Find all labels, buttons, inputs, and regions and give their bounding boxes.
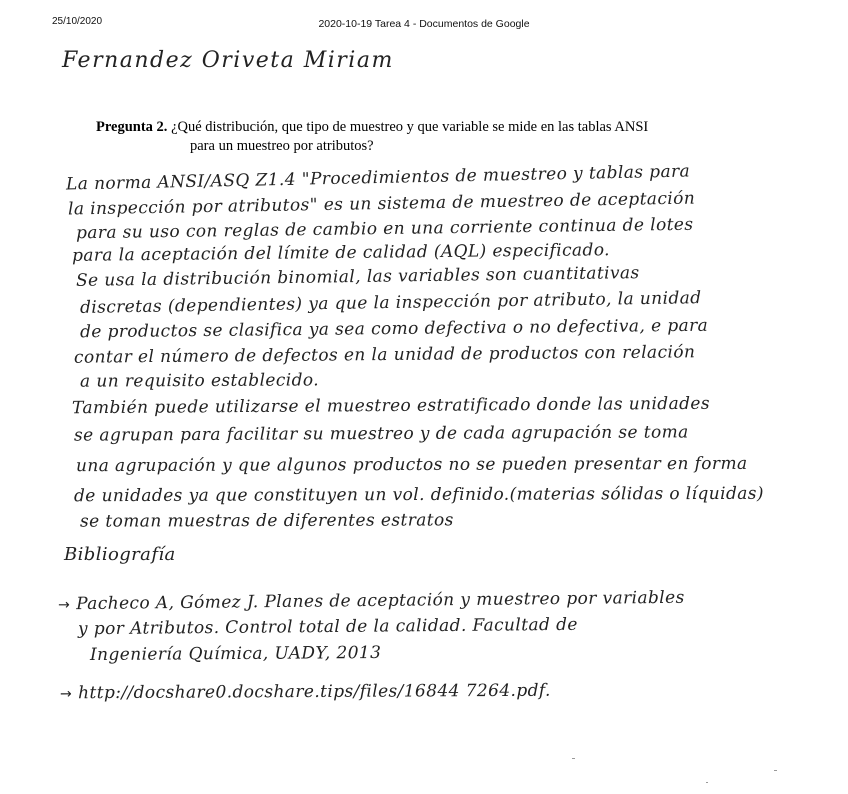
print-header — [0, 14, 848, 30]
answer-line: contar el número de defectos en la unidad de productos con relación — [73, 342, 696, 368]
bibliography-heading: Bibliografía — [64, 544, 176, 565]
print-title: 2020-10-19 Tarea 4 - Documentos de Google — [318, 18, 530, 30]
answer-line: se agrupan para facilitar su muestreo y de cada agrupación se toma — [73, 422, 689, 446]
bibliography-entry-1-line-3: Ingeniería Química, UADY, 2013 — [89, 642, 382, 666]
answer-line: la inspección por atributos" es un sistema de muestreo de aceptación — [67, 188, 696, 220]
answer-line: de productos se clasifica ya sea como defectiva o no defectiva, e para — [79, 315, 709, 343]
scan-speck — [572, 758, 575, 759]
bibliography-entry-line — [58, 588, 685, 615]
bibliography-entry-1-line-2: y por Atributos. Control total de la calidad. Facultad de — [77, 614, 578, 640]
question — [96, 118, 776, 156]
answer-line: También puede utilizarse el muestreo estratificado donde las unidades — [71, 393, 711, 419]
answer-line: se toman muestras de diferentes estratos — [79, 510, 454, 532]
bibliography-entry-2: http://docshare0.docshare.tips/files/16844 7264.pdf. — [78, 680, 551, 704]
answer-line: de unidades ya que constituyen un vol. definido.(materias sólidas o líquidas) — [73, 483, 764, 507]
arrow-icon: → — [59, 686, 73, 703]
answer-line: una agrupación y que algunos productos no se pueden presentar en forma — [75, 453, 748, 477]
question-label: Pregunta 2. — [96, 119, 168, 135]
answer-line: a un requisito establecido. — [79, 370, 320, 392]
answer-line: para la aceptación del límite de calidad (AQL) especificado. — [71, 240, 611, 266]
answer-line: discretas (dependientes) ya que la inspección por atributo, la unidad — [79, 288, 702, 318]
author-name: Fernandez Oriveta Miriam — [62, 48, 394, 73]
answer-line: La norma ANSI/ASQ Z1.4 "Procedimientos de muestreo y tablas para — [65, 161, 691, 195]
question-text-1: ¿Qué distribución, que tipo de muestreo y que variable se mide en las tablas ANSI — [171, 119, 649, 135]
bibliography-entry-line — [60, 681, 551, 704]
question-line-1 — [96, 118, 776, 137]
bibliography-entry-1-line-1: Pacheco A, Gómez J. Planes de aceptación y muestreo por variables — [76, 587, 685, 615]
scan-speck — [706, 782, 708, 783]
arrow-icon: → — [57, 597, 71, 614]
print-date: 25/10/2020 — [52, 16, 103, 27]
scan-speck — [774, 770, 777, 771]
answer-line: para su uso con reglas de cambio en una corriente continua de lotes — [75, 214, 694, 244]
question-text-2: para un muestreo por atributos? — [190, 138, 374, 154]
answer-line: Se usa la distribución binomial, las variables son cuantitativas — [75, 263, 640, 291]
